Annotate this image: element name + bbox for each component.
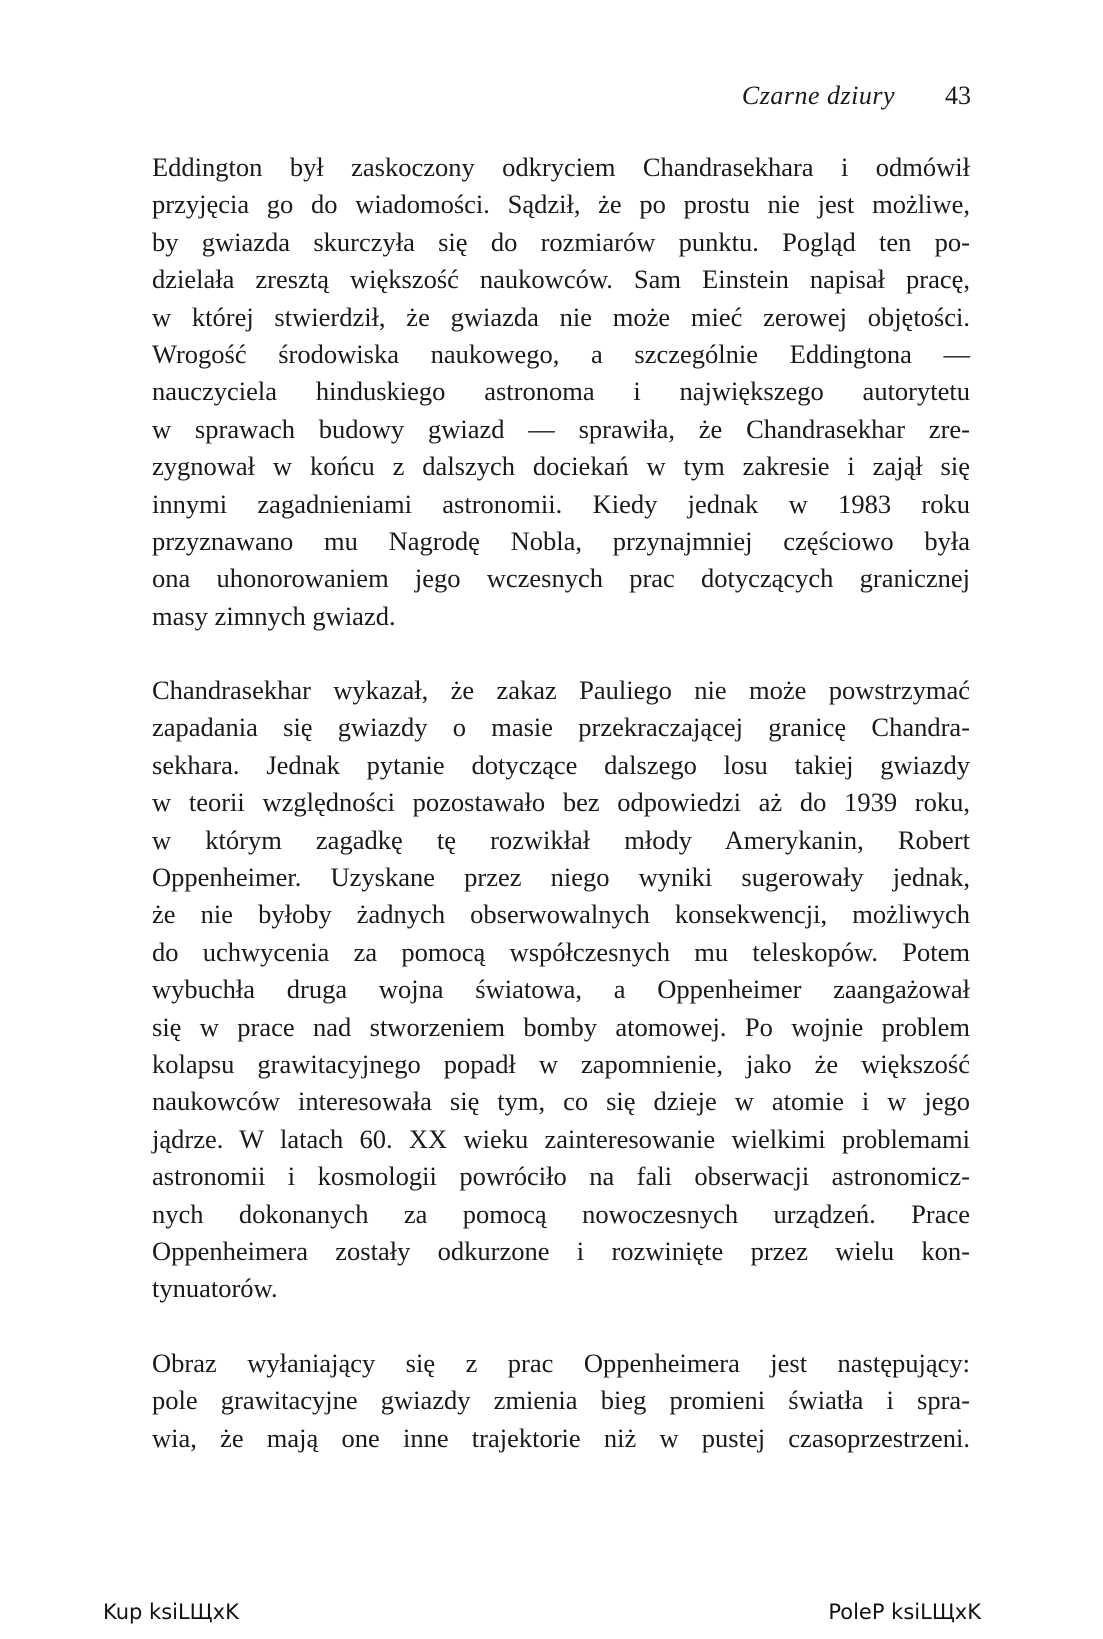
text-line: jądrze. W latach 60. XX wieku zainteresowanie wielkimi problemami — [152, 1123, 970, 1154]
text-line: pole grawitacyjne gwiazdy zmienia bieg promieni światła i spra- — [152, 1385, 970, 1416]
running-title: Czarne dziury — [741, 81, 895, 110]
text-line: się w prace nad stworzeniem bomby atomowej. Po wojnie problem — [152, 1011, 970, 1042]
recommend-book-link[interactable]: PoleP ksiLЩxK — [828, 1600, 981, 1624]
text-line: nauczyciela hinduskiego astronoma i największego autorytetu — [152, 376, 970, 407]
text-line: Oppenheimera zostały odkurzone i rozwinięte przez wielu kon- — [152, 1235, 970, 1266]
text-line: do uchwycenia za pomocą współczesnych mu teleskopów. Potem — [152, 936, 970, 967]
text-line: Wrogość środowiska naukowego, a szczególnie Eddingtona — — [152, 338, 970, 369]
text-line: astronomii i kosmologii powróciło na fali obserwacji astronomicz- — [152, 1161, 970, 1192]
text-line: naukowców interesowała się tym, co się dzieje w atomie i w jego — [152, 1086, 970, 1117]
text-line: tynuatorów. — [152, 1273, 278, 1304]
text-line: sekhara. Jednak pytanie dotyczące dalszego losu takiej gwiazdy — [152, 749, 970, 780]
text-line: nych dokonanych za pomocą nowoczesnych urządzeń. Prace — [152, 1198, 970, 1229]
text-line: Obraz wyłaniający się z prac Oppenheimera jest następujący: — [152, 1347, 970, 1378]
text-line: Oppenheimer. Uzyskane przez niego wyniki sugerowały jednak, — [152, 862, 970, 893]
text-line: przyjęcia go do wiadomości. Sądził, że po prostu nie jest możliwe, — [152, 189, 970, 220]
text-line: wybuchła druga wojna światowa, a Oppenheimer zaangażował — [152, 974, 970, 1005]
text-line: zapadania się gwiazdy o masie przekraczającej granicę Chandra- — [152, 712, 970, 743]
text-line: kolapsu grawitacyjnego popadł w zapomnienie, jako że większość — [152, 1048, 970, 1079]
text-line: w której stwierdził, że gwiazda nie może mieć zerowej objętości. — [152, 301, 970, 332]
text-line: w sprawach budowy gwiazd — sprawiła, że Chandrasekhar zre- — [152, 413, 970, 444]
text-line: innymi zagadnieniami astronomii. Kiedy jednak w 1983 roku — [152, 488, 970, 519]
text-line: w teorii względności pozostawało bez odpowiedzi aż do 1939 roku, — [152, 787, 970, 818]
text-line: wia, że mają one inne trajektorie niż w pustej czasoprzestrzeni. — [152, 1422, 970, 1453]
page-number: 43 — [945, 81, 971, 110]
text-line: w którym zagadkę tę rozwikłał młody Amerykanin, Robert — [152, 824, 970, 855]
paragraph — [152, 1345, 970, 1457]
text-line: ona uhonorowaniem jego wczesnych prac dotyczących granicznej — [152, 563, 970, 594]
paragraph — [152, 672, 970, 1308]
text-line: Eddington był zaskoczony odkryciem Chandrasekhara i odmówił — [152, 152, 970, 182]
body-text — [152, 149, 970, 1494]
running-head — [0, 76, 971, 116]
text-line: że nie byłoby żadnych obserwowalnych konsekwencji, możliwych — [152, 899, 970, 930]
text-line: masy zimnych gwiazd. — [152, 600, 396, 631]
text-line: przyznawano mu Nagrodę Nobla, przynajmniej częściowo była — [152, 525, 970, 556]
text-line: dzielała zresztą większość naukowców. Sam Einstein napisał pracę, — [152, 264, 970, 295]
text-line: zygnował w końcu z dalszych dociekań w tym zakresie i zajął się — [152, 451, 970, 482]
text-line: Chandrasekhar wykazał, że zakaz Pauliego nie może powstrzymać — [152, 675, 970, 706]
buy-book-link[interactable]: Kup ksiLЩxK — [103, 1600, 239, 1624]
paragraph — [152, 149, 970, 635]
text-line: by gwiazda skurczyła się do rozmiarów punktu. Pogląd ten po- — [152, 226, 970, 257]
